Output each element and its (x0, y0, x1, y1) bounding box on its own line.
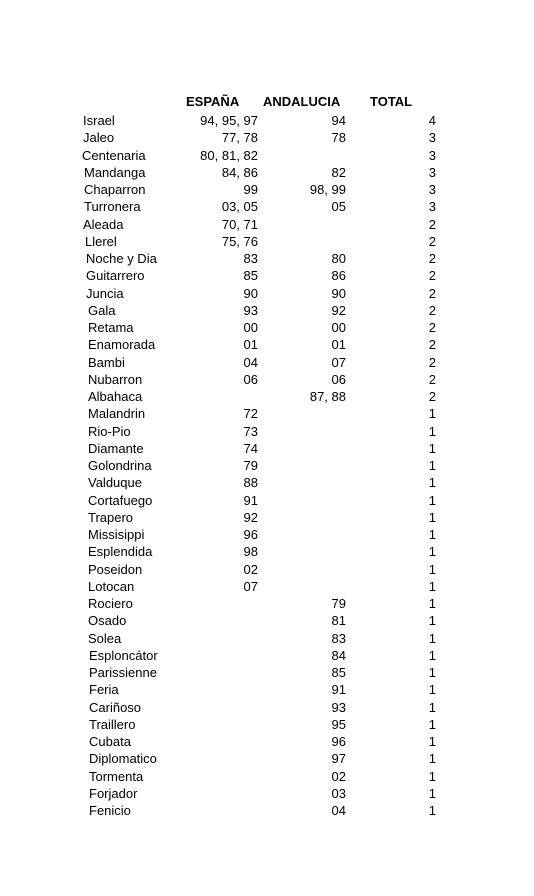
row-andalucia-years: 03 (331, 785, 346, 801)
table-row (0, 612, 534, 629)
row-andalucia-years: 96 (331, 734, 346, 749)
row-espana-years: 83 (243, 251, 258, 266)
row-name: Noche y Dia (86, 251, 157, 266)
row-espana-years: 98 (243, 544, 258, 560)
row-andalucia-years: 80 (331, 251, 346, 266)
row-total: 1 (428, 647, 436, 663)
table-row (0, 492, 534, 509)
header-espana: ESPAÑA (186, 94, 240, 109)
row-total: 1 (428, 561, 436, 577)
row-total: 1 (428, 440, 436, 456)
table-row (0, 509, 534, 526)
row-name: Fenicio (89, 803, 131, 818)
row-espana-years: 03, 05 (221, 199, 258, 215)
table-row (0, 526, 534, 543)
table-row (0, 285, 534, 302)
row-andalucia-years: 02 (331, 768, 346, 784)
table-row (0, 733, 534, 750)
row-total: 2 (428, 371, 436, 387)
row-name: Centenaria (82, 147, 146, 163)
row-name: Esploncátor (89, 647, 158, 663)
row-total: 1 (428, 475, 436, 491)
row-andalucia-years: 91 (331, 682, 346, 698)
row-andalucia-years: 97 (331, 751, 346, 767)
row-total: 3 (428, 130, 436, 146)
table-row (0, 405, 534, 422)
table-row (0, 578, 534, 595)
row-total: 1 (428, 734, 436, 749)
table-row (0, 198, 534, 215)
table-row (0, 561, 534, 578)
table-row (0, 371, 534, 388)
row-name: Aleada (83, 216, 124, 232)
row-espana-years: 90 (243, 285, 258, 301)
row-andalucia-years: 04 (331, 803, 346, 818)
table-row (0, 129, 534, 146)
table-row (0, 474, 534, 491)
row-total: 1 (428, 785, 436, 801)
row-name: Jaleo (83, 130, 115, 146)
row-andalucia-years: 81 (331, 613, 346, 629)
row-total: 2 (428, 268, 436, 284)
row-espana-years: 85 (243, 268, 258, 284)
table-row (0, 802, 534, 819)
row-name: Bambi (88, 354, 125, 370)
row-total: 2 (428, 320, 436, 335)
row-name: Feria (89, 682, 119, 698)
row-name: Missisippi (88, 527, 145, 542)
table-row (0, 440, 534, 457)
row-andalucia-years: 00 (331, 320, 346, 335)
row-name: Solea (88, 630, 122, 646)
row-andalucia-years: 78 (331, 130, 346, 146)
row-espana-years: 77, 78 (221, 130, 258, 146)
table-row (0, 354, 534, 371)
table-row (0, 630, 534, 647)
row-andalucia-years: 79 (331, 596, 346, 611)
row-total: 1 (428, 699, 436, 715)
row-name: Poseidon (88, 561, 143, 577)
table-row (0, 543, 534, 560)
row-espana-years: 75, 76 (221, 233, 258, 249)
table-row (0, 750, 534, 767)
row-name: Parissienne (89, 665, 157, 680)
row-total: 1 (428, 803, 436, 818)
row-name: Guitarrero (86, 268, 145, 284)
row-andalucia-years: 05 (331, 199, 346, 215)
row-total: 1 (428, 751, 436, 767)
row-total: 2 (428, 354, 436, 370)
row-total: 1 (428, 527, 436, 542)
row-espana-years: 94, 95, 97 (200, 113, 258, 128)
row-andalucia-years: 90 (331, 285, 346, 301)
row-total: 2 (428, 389, 436, 404)
table-row (0, 164, 534, 181)
table-row (0, 457, 534, 474)
row-espana-years: 72 (243, 406, 258, 422)
table-row (0, 785, 534, 802)
row-name: Cariñoso (89, 699, 142, 715)
row-name: Llerel (85, 233, 117, 249)
table-row (0, 319, 534, 336)
row-total: 3 (428, 182, 436, 197)
row-espana-years: 73 (243, 423, 258, 439)
row-name: Retama (88, 320, 134, 335)
table-row (0, 181, 534, 198)
row-espana-years: 88 (243, 475, 258, 491)
row-total: 3 (428, 199, 436, 215)
row-andalucia-years: 83 (331, 630, 346, 646)
row-total: 1 (428, 423, 436, 439)
row-total: 1 (428, 596, 436, 611)
row-total: 1 (428, 458, 436, 473)
row-espana-years: 02 (243, 561, 258, 577)
row-name: Nubarron (88, 371, 143, 387)
row-espana-years: 74 (243, 440, 258, 456)
row-total: 2 (428, 302, 436, 318)
table-row (0, 716, 534, 733)
header-total: TOTAL (370, 94, 413, 109)
row-name: Albahaca (88, 389, 143, 404)
table-row (0, 147, 534, 164)
row-name: Turronera (84, 199, 141, 215)
row-name: Enamorada (88, 337, 156, 353)
row-name: Esplendida (88, 544, 153, 560)
row-espana-years: 07 (243, 578, 258, 594)
row-name: Cubata (89, 734, 131, 749)
row-andalucia-years: 92 (331, 302, 346, 318)
row-name: Diamante (88, 440, 144, 456)
row-andalucia-years: 84 (331, 647, 346, 663)
row-total: 3 (428, 147, 436, 163)
row-total: 1 (428, 544, 436, 560)
row-espana-years: 91 (243, 492, 258, 508)
row-name: Traillero (89, 716, 136, 732)
header-andalucia: ANDALUCIA (263, 94, 341, 109)
row-name: Forjador (89, 785, 138, 801)
row-name: Chaparron (84, 182, 146, 197)
row-name: Cortafuego (88, 492, 153, 508)
table-row (0, 233, 534, 250)
row-andalucia-years: 95 (331, 716, 346, 732)
row-andalucia-years: 07 (331, 354, 346, 370)
row-espana-years: 79 (243, 458, 258, 473)
row-total: 1 (428, 665, 436, 680)
row-total: 2 (428, 337, 436, 353)
table-row (0, 388, 534, 405)
table-row (0, 250, 534, 267)
row-total: 1 (428, 578, 436, 594)
table-row (0, 699, 534, 716)
row-total: 1 (428, 406, 436, 422)
row-name: Trapero (88, 509, 134, 525)
row-espana-years: 04 (243, 354, 258, 370)
row-name: Golondrina (88, 458, 152, 473)
table-row (0, 267, 534, 284)
row-name: Tormenta (89, 768, 144, 784)
row-name: Rociero (88, 596, 133, 611)
table-row (0, 216, 534, 233)
row-espana-years: 00 (243, 320, 258, 335)
row-andalucia-years: 87, 88 (309, 389, 346, 404)
row-total: 4 (428, 113, 436, 128)
table-row (0, 302, 534, 319)
row-andalucia-years: 86 (331, 268, 346, 284)
row-andalucia-years: 98, 99 (309, 182, 346, 197)
row-name: Valduque (88, 475, 142, 491)
row-total: 2 (428, 251, 436, 266)
row-name: Gala (88, 302, 116, 318)
row-espana-years: 70, 71 (221, 216, 258, 232)
row-espana-years: 92 (243, 509, 258, 525)
row-total: 1 (428, 630, 436, 646)
row-total: 2 (428, 216, 436, 232)
row-espana-years: 96 (243, 527, 258, 542)
row-espana-years: 80, 81, 82 (200, 147, 258, 163)
row-name: Mandanga (84, 164, 146, 180)
row-andalucia-years: 01 (331, 337, 346, 353)
row-name: Malandrin (88, 406, 146, 422)
row-name: Rio-Pio (88, 423, 131, 439)
table-row (0, 112, 534, 129)
row-andalucia-years: 93 (331, 699, 346, 715)
row-total: 2 (428, 233, 436, 249)
table-row (0, 681, 534, 698)
table-row (0, 664, 534, 681)
row-andalucia-years: 82 (331, 164, 346, 180)
row-total: 1 (428, 716, 436, 732)
row-name: Lotocan (88, 578, 135, 594)
row-name: Israel (83, 113, 115, 128)
row-andalucia-years: 85 (331, 665, 346, 680)
row-total: 1 (428, 509, 436, 525)
table-row (0, 423, 534, 440)
row-total: 1 (428, 492, 436, 508)
row-total: 1 (428, 613, 436, 629)
table-row (0, 336, 534, 353)
row-espana-years: 99 (243, 182, 258, 197)
row-andalucia-years: 94 (331, 113, 346, 128)
row-name: Diplomatico (89, 751, 157, 767)
row-espana-years: 84, 86 (221, 164, 258, 180)
row-total: 3 (428, 164, 436, 180)
row-name: Juncia (86, 285, 124, 301)
table-row (0, 595, 534, 612)
row-espana-years: 93 (243, 302, 258, 318)
row-espana-years: 06 (243, 371, 258, 387)
row-espana-years: 01 (243, 337, 258, 353)
row-total: 1 (428, 682, 436, 698)
table-row (0, 647, 534, 664)
table-row (0, 768, 534, 785)
row-total: 2 (428, 285, 436, 301)
row-andalucia-years: 06 (331, 371, 346, 387)
row-total: 1 (428, 768, 436, 784)
row-name: Osado (88, 613, 127, 629)
